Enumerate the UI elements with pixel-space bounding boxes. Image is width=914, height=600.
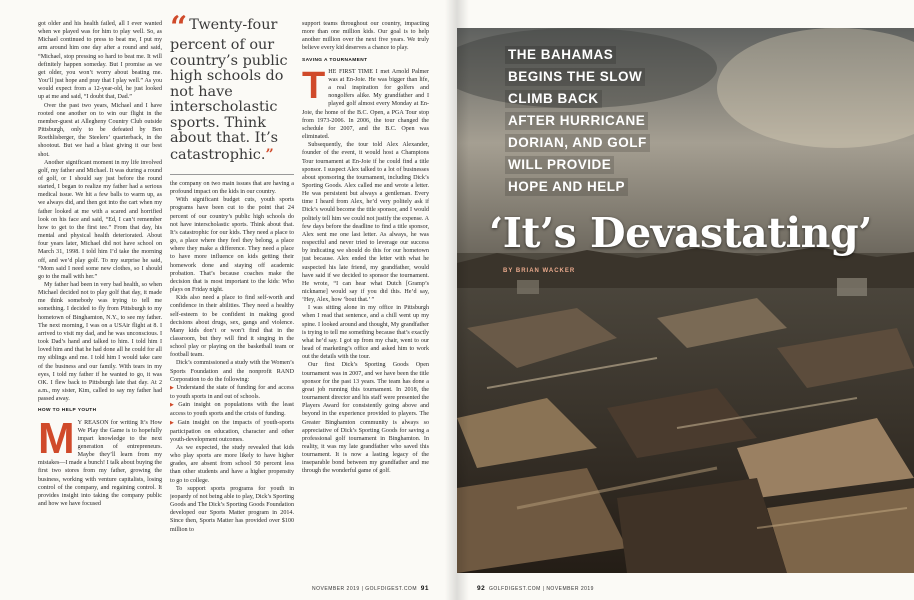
paragraph: My father had been in very bad health, so when Michael decided not to play golf that day, it made me think somebody was trying to tell me something. I decided to fly from Pittsburgh to my hometown of Binghamton, N.Y., to see my father. The next morning, I was on a USAir flight at 8. I arrived to visit my dad, and he was unconscious. I took Dad’s hand and talked to him. I told him I loved him and that he had done all he could for all my siblings and me. I told him I would take care of the business and our family. With tears in my eyes, I told my father if he wanted to go, it was OK. I flew back to Pittsburgh late that day. At 2 a.m., my sister, Kim, called to say my father had passed away. — [38, 282, 162, 403]
deck-line: DORIAN, AND GOLF — [505, 134, 650, 152]
text-column-1 — [38, 20, 162, 568]
page-footer — [312, 585, 429, 592]
deck-line: HOPE AND HELP — [505, 178, 628, 196]
deck-line: AFTER HURRICANE — [505, 112, 648, 130]
dropcap-text: Y REASON for writing It’s How We Play the Game is to hopefully impart knowledge to the next generation of entrepreneurs. Maybe they’ll learn from my mistakes—I made a bunch! I talk about buying the first two stores from my father, growing the business, working with venture capitalists, losing control of the company, and regaining control. It provides insight into taking the company public and how we have focused — [38, 419, 162, 508]
paragraph: As we expected, the study revealed that kids who play sports are more likely to have higher grades, are absent from school 50 percent less than other students and have a higher propensity to go to college. — [170, 445, 294, 484]
dropcap-text: HE FIRST TIME I met Arnold Palmer was at En-Joie. He was bigger than life, a real inspiration for golfers and nongolfers alike. My grandfather and I played golf almost every Monday at En-Joie, the home of the B.C. Open, a PGA Tour stop from 1973-2006. In 2006, the tour changed the schedule for 2007, and the B.C. Open was eliminated. — [302, 68, 429, 141]
dropcap-paragraph — [38, 413, 162, 509]
page-footer — [477, 585, 594, 592]
paragraph: got older and his health failed, all I ever wanted when we played was for him to play well. So, as Michael continued to press to beat me, I put my arm around him one day after a round and said, “Michael, stop pressing so hard to beat me. It will definitely happen someday. But I promise as we get older, you won’t worry about beating me. You’ll just hope and pray that I play well.” As you would expect from a 12-year-old, he just looked up at me and said, “I doubt that, Dad.” — [38, 21, 162, 101]
pull-quote-rule — [170, 174, 294, 175]
pull-quote-text: Twenty-four percent of our country’s public high schools do not have interscholastic sports. Think about that. It’s catastrophic. — [170, 17, 288, 163]
deck-line: BEGINS THE SLOW — [505, 68, 645, 86]
bullet-item: ▶ Understand the state of funding for and access to youth sports in and out of schools. — [170, 384, 294, 401]
end-quote-icon: ” — [265, 145, 274, 163]
paragraph: support teams throughout our country, impacting more than one million kids. Our goal is to help another million over the next five years. We truly believe every kid deserves a chance to play. — [302, 21, 429, 52]
paragraph: Kids also need a place to find self-worth and confidence in their abilities. They need a healthy self-esteem to be confident in making good decisions about drugs, sex, gangs and violence. Many kids don’t or won’t find that in the classroom, but they will find it singing in the school play or playing on the basketball team or football team. — [170, 295, 294, 359]
section-subhead: HOW TO HELP YOUTH — [38, 408, 97, 414]
paragraph: Subsequently, the tour told Alex Alexander, founder of the event, it would host a Champions Tour tournament at En-Joie if he could find a title sponsor. I suspect Alex talked to a lot of businesses about sponsoring the tournament, including Dick’s Sporting Goods. Alex called me and wrote a letter. He was persistent but always a gentleman. Every time I heard from Alex, he’d very politely ask if Dick’s would become the title sponsor, and I would politely tell him we could not justify the expense. A few days before the deadline to find a title sponsor, Alex sent me one last letter. As always, he was respectful and never tried to leverage our success by indicating we should do this for our hometown just because. Alex ended the letter with what he suspected his late friend, my grandfather, would have said if we decided to sponsor the tournament. He wrote, “I can hear what Dutch [Gramp’s nickname] would say if you did this. He’d say, ‘Hey, Alex, how ’bout that.’ ” — [302, 142, 429, 304]
paragraph: Our first Dick’s Sporting Goods Open tournament was in 2007, and we have been the title sponsor for the past 13 years. The team has done a great job running this tournament. In 2018, the tournament director and his staff were presented the Players Award for consistently going above and beyond in the experience provided to players. The Greater Binghamton community is always so appreciative of Dick’s Sporting Goods for saving a professional golf tournament in Binghamton. In reality, it was my late grandfather who saved this tournament. It is now a lasting legacy of the inseparable bond between my grandfather and me through the wonderful game of golf. — [302, 362, 429, 475]
deck-line: CLIMB BACK — [505, 90, 602, 108]
dropcap: M — [38, 413, 75, 463]
paragraph: the company on two main issues that are having a profound impact on the kids in our country. — [170, 181, 294, 196]
page-number: 91 — [420, 585, 429, 592]
quote-mark-icon: “ — [170, 10, 188, 45]
footer-text: GOLFDIGEST.COM | NOVEMBER 2019 — [489, 586, 594, 592]
text-column-2 — [170, 180, 294, 570]
footer-text: NOVEMBER 2019 | GOLFDIGEST.COM — [312, 586, 417, 592]
right-page — [457, 0, 914, 600]
triangle-bullet-icon: ▶ — [170, 420, 176, 426]
paragraph: To support sports programs for youth in jeopardy of not being able to play, Dick’s Sporting Goods and The Dick’s Sporting Goods Foundation developed our Sports Matter program in 2014. Since then, Sports Matter has provided over $100 million to — [170, 485, 294, 533]
hurricane-debris-photo — [457, 28, 914, 573]
debris-illustration — [457, 28, 914, 573]
bullet-item: ▶ Gain insight on the impacts of youth-sports participation on education, character and other youth-development outcomes. — [170, 419, 294, 443]
section-subhead: SAVING A TOURNAMENT — [302, 57, 368, 63]
bullet-item: ▶ Gain insight on populations with the least access to youth sports and the crisis of funding. — [170, 402, 294, 418]
triangle-bullet-icon: ▶ — [170, 385, 175, 391]
article-title: ‘It’s Devastating’ — [489, 209, 872, 257]
byline: BY BRIAN WACKER — [503, 268, 576, 274]
paragraph: I was sitting alone in my office in Pittsburgh when I read that sentence, and a chill went up my spine. I looked around and thought, My grandfather is trying to tell me something because that’s exactly what he’d say. I got up from my chair, went to our head of marketing’s office and asked him to work out the details with the tour. — [302, 305, 429, 361]
deck-line: THE BAHAMAS — [505, 46, 616, 64]
spread-gutter — [445, 0, 469, 600]
text-column-3 — [302, 20, 429, 568]
paragraph: Dick’s commissioned a study with the Women’s Sports Foundation and the nonprofit RAND Corporation to do the following: — [170, 360, 294, 383]
dropcap-paragraph — [302, 64, 429, 141]
pull-quote — [170, 10, 294, 163]
paragraph: Over the past two years, Michael and I have rooted one another on to win our flight in the member-guest at Allegheny Country Club outside Pittsburgh, only to be defeated by Ben Roethlisberger, the Steelers’ quarterback, in the shootout. But we had a blast giving it our best shot. — [38, 102, 162, 158]
page-number: 92 — [477, 585, 486, 592]
paragraph: With significant budget cuts, youth sports programs have been cut to the point that 24 percent of our country’s public high schools do not have interscholastic sports. Think about that. It’s catastrophic for our kids. They need a place to go, a place where they feel they belong, a place where they make a difference. They need a place to have more influence on kids getting their homework done and staying off academic probation. That’s because coaches make the decision that is most important to the kids: Who plays on Friday night. — [170, 197, 294, 294]
deck-line: WILL PROVIDE — [505, 156, 614, 174]
paragraph: Another significant moment in my life involved golf, my father and Michael. It was during a round of golf, or I should say just before the round started, I began to realize my father had a serious medical issue. We hit a few balls to warm up, as we always did, and then got into the cart when my father looked at me with a scared and horrified look on his face and said, “Ed, I can’t remember how to get to the first tee.” From that day, his mental and physical health deteriorated. About four years later, Michael did not have school on March 31, 1998. I told him I’d take the morning off, and we’d play golf. To my surprise he said, “Mom said I need some new clothes, so I should go to the mall with her.” — [38, 159, 162, 280]
triangle-bullet-icon: ▶ — [170, 403, 177, 409]
dropcap: T — [302, 64, 326, 107]
